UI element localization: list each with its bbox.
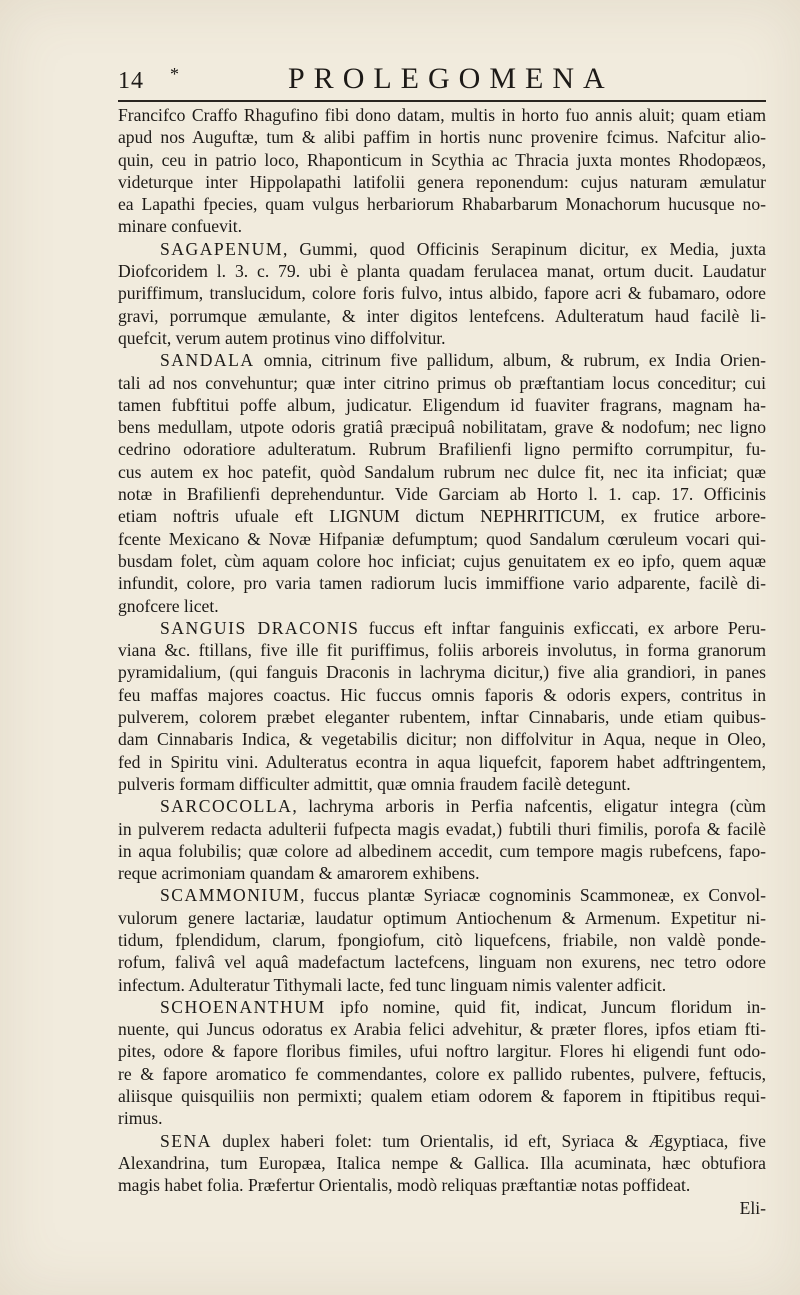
text-line [118, 974, 766, 996]
text-line [118, 528, 766, 550]
line-text: infundit, colore, pro varia tamen radiorum lucis immiffione vario adparente, facilè di- [118, 573, 766, 594]
line-text: duplex haberi folet: tum Orientalis, id eft, Syriaca & Ægyptiaca, five [211, 1130, 766, 1151]
line-text: notæ in Brafilienfi deprehenduntur. Vide Garciam ab Horto l. 1. cap. 17. Officinis [118, 484, 766, 505]
text-line [118, 327, 766, 349]
text-line [118, 1085, 766, 1107]
text-line [118, 282, 766, 304]
catchword: Eli- [739, 1197, 766, 1218]
line-text: etiam noftris ufuale eft LIGNUM dictum NEPHRITICUM, ex frutice arbore- [118, 506, 766, 527]
line-text: cedrino odoratiore adulteratum. Rubrum Brafilienfi ligno permifto corrumpitur, fu- [118, 439, 766, 460]
text-line [118, 840, 766, 862]
line-text: vulorum genere lactariæ, laudatur optimum Antiochenum & Armenum. Expetitur ni- [118, 907, 766, 928]
text-line [118, 862, 766, 884]
text-line [118, 684, 766, 706]
text-line [118, 1152, 766, 1174]
line-text: quin, ceu in patrio loco, Rhaponticum in Scythia ac Thracia juxta montes Rhodopæos, [118, 149, 766, 170]
text-line [118, 595, 766, 617]
text-line [118, 1130, 766, 1152]
text-line [118, 951, 766, 973]
body-text [118, 104, 766, 1219]
page-number: 14 [118, 68, 144, 94]
line-text: , Gummi, quod Officinis Serapinum dicitur, ex Media, juxta [283, 238, 766, 259]
line-text: quefcit, verum autem protinus vino diffolvitur. [118, 327, 446, 348]
text-line [118, 394, 766, 416]
text-line [118, 193, 766, 215]
header-rule [118, 100, 766, 102]
line-text: fuccus eft inftar fanguinis exficcati, ex arbore Peru- [359, 617, 766, 638]
line-text: gravi, porrumque æmulante, & inter digitos lentefcens. Adulteratum haud facilè li- [118, 305, 766, 326]
line-text: omnia, citrinum five pallidum, album, & rubrum, ex India Orien- [254, 350, 766, 371]
entry-term: SCHOENANTHUM [160, 996, 326, 1017]
text-line [118, 349, 766, 371]
line-text: minare confuevit. [118, 216, 243, 237]
line-text: nuente, qui Juncus odoratus ex Arabia felici advehitur, & præter flores, ipfos etiam fti- [118, 1019, 766, 1040]
line-text: puriffimum, translucidum, colore foris fulvo, intus albido, fapore acri & fubamaro, odore [118, 283, 766, 304]
text-line [118, 617, 766, 639]
line-text: tali ad nos convehuntur; quæ inter citrino primus ob præftantiam locus conceditur; cui [118, 372, 766, 393]
line-text: Francifco Craffo Rhagufino fibi dono datam, multis in horto fuo annis aluit; quam etiam [118, 105, 766, 125]
line-text: pyramidalium, (qui fanguis Draconis in lachryma dicitur,) five alia grandiori, in panes [118, 662, 766, 683]
line-text: feu maffas majores coactus. Hic fuccus omnis faporis & odoris expers, contritus in [118, 684, 766, 705]
line-text: ea Lapathi fpecies, quam vulgus herbariorum Rhabarbarum Monachorum hucusque no- [118, 194, 766, 215]
line-text: infectum. Adulteratur Tithymali lacte, fed tunc linguam nimis valenter adficit. [118, 974, 667, 995]
text-line [118, 818, 766, 840]
line-text: tidum, fplendidum, clarum, fpongiofum, citò liquefcens, friabile, non valdè ponde- [118, 929, 766, 950]
entry-term: SAGAPENUM [160, 238, 283, 259]
line-text: dam Cinnabaris Indica, & vegetabilis dicitur; non diffolvitur in Aqua, neque in Oleo, [118, 729, 766, 750]
entry-term: SANDALA [160, 350, 255, 371]
line-text: , lachryma arboris in Perfia nafcentis, eligatur integra (cùm [292, 796, 766, 817]
text-line [118, 550, 766, 572]
text-line [118, 907, 766, 929]
text-line [118, 438, 766, 460]
text-line [118, 305, 766, 327]
line-text: fcente Mexicano & Novæ Hifpaniæ defumptum; quod Sandalum cœruleum vocari qui- [118, 528, 766, 549]
page-number-star: * [170, 64, 179, 84]
text-line [118, 728, 766, 750]
running-title: PROLEGOMENA [288, 62, 614, 95]
line-text: bens medullam, utpote odoris gratiâ præcipuâ nobilitatam, grave & nodofum; nec ligno [118, 417, 766, 438]
line-text: viana &c. ftillans, five ille fit puriffimus, foliis arboreis involutus, in forma granorum [118, 640, 766, 661]
text-line [118, 1107, 766, 1129]
text-line [118, 996, 766, 1018]
text-line [118, 639, 766, 661]
text-line [118, 1040, 766, 1062]
page-header [118, 62, 763, 102]
line-text: Alexandrina, tum Europæa, Italica nempe & Gallica. Illa acuminata, hæc obtufiora [118, 1152, 766, 1173]
line-text: magis habet folia. Præfertur Orientalis, modò reliquas præftantiæ notas poffideat. [118, 1175, 691, 1196]
line-text: apud nos Auguftæ, tum & alibi paffim in hortis nunc provenire fcimus. Nafcitur alio- [118, 127, 766, 148]
line-text: reque acrimoniam quandam & amarorem exhibens. [118, 863, 480, 884]
line-text: pites, odore & fapore floribus fimiles, ufui noftro largitur. Flores hi eligendi funt odo- [118, 1041, 766, 1062]
line-text: tamen fubftitui poffe album, judicatur. Eligendum id fuaviter fragrans, magnam ha- [118, 394, 766, 415]
text-line [118, 1063, 766, 1085]
line-text: re & fapore aromatico fe commendantes, colore ex pallido rubentes, pulvere, feftucis, [118, 1063, 766, 1084]
text-line [118, 126, 766, 148]
text-line [118, 929, 766, 951]
text-line [118, 372, 766, 394]
entry-term: SENA [160, 1130, 212, 1151]
line-text: gnofcere licet. [118, 595, 219, 616]
text-line [118, 416, 766, 438]
line-text: aliisque quisquiliis non permixti; qualem etiam odorem & faporem in ftipitibus requi- [118, 1086, 766, 1107]
text-line [118, 238, 766, 260]
text-line [118, 483, 766, 505]
line-text: rimus. [118, 1108, 163, 1129]
text-line [118, 1018, 766, 1040]
line-text: videturque inter Hippolapathi latifolii genera reponendum: cujus naturam æmulatur [118, 171, 766, 192]
text-line [118, 149, 766, 171]
text-line [118, 795, 766, 817]
text-line [118, 505, 766, 527]
text-line [118, 773, 766, 795]
line-text: in aqua folubilis; quæ colore ad albedinem accedit, cum tempore magis rubefcens, fapo- [118, 840, 766, 861]
line-text: rofum, falivâ vel aquâ madefactum lactefcens, linguam non exurens, nec tetro odore [118, 952, 766, 973]
text-line [118, 461, 766, 483]
entry-term: SANGUIS DRACONIS [160, 617, 360, 638]
line-text: cus autem ex hoc patefit, quòd Sandalum rubrum nec dulce fit, nec ita inficiat; quæ [118, 461, 766, 482]
line-text: pulveris formam difficulter admittit, quæ omnia fraudem facilè detegunt. [118, 773, 631, 794]
line-text: pulverem, colorem præbet eleganter rubentem, inftar Cinnabaris, unde etiam quibus- [118, 707, 766, 728]
text-line [118, 661, 766, 683]
line-text: in pulverem redacta adulterii fufpecta magis evadat,) fubtili thuri fimilis, porofa & facilè [118, 818, 766, 839]
text-line [118, 1174, 766, 1196]
line-text: busdam folet, cùm aquam colore hoc inficiat; cujus genuitatem ex eo ipfo, quem aquæ [118, 550, 766, 571]
entry-term: SARCOCOLLA [160, 796, 293, 817]
text-line [118, 104, 766, 126]
text-line [118, 572, 766, 594]
line-text: fed in Spiritu vini. Adulteratus econtra in aqua liquefcit, faporem habet adftringentem, [118, 751, 766, 772]
text-line [118, 751, 766, 773]
text-line [118, 171, 766, 193]
text-line [118, 215, 766, 237]
text-line [118, 706, 766, 728]
line-text: ipfo nomine, quid fit, indicat, Juncum floridum in- [325, 996, 766, 1017]
entry-term: SCAMMONIUM [160, 885, 301, 906]
text-line [118, 260, 766, 282]
text-line [118, 884, 766, 906]
line-text: , fuccus plantæ Syriacæ cognominis Scammoneæ, ex Convol- [300, 885, 766, 906]
line-text: Diofcoridem l. 3. c. 79. ubi è planta quadam ferulacea manat, ortum ducit. Laudatur [118, 261, 766, 282]
